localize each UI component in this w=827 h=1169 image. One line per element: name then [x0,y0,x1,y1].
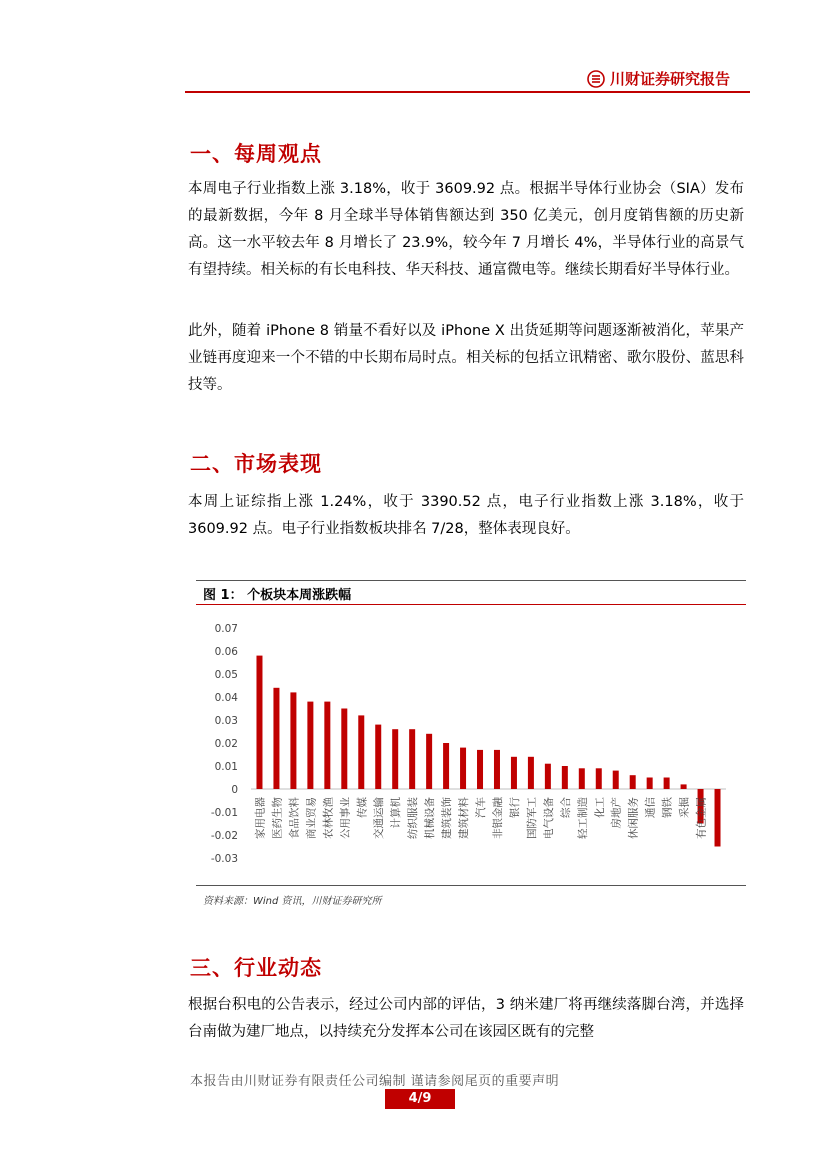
y-tick-label: 0.07 [214,623,238,635]
bar [392,729,398,789]
paragraph-market-performance: 本周上证综指上涨 1.24%，收于 3390.52 点，电子行业指数上涨 3.18%，收于 3609.92 点。电子行业指数板块排名 7/28，整体表现良好。 [188,494,744,537]
y-tick-label: 0.03 [214,715,238,727]
category-label: 采掘 [678,797,691,818]
category-label: 计算机 [390,797,403,829]
bar [562,766,568,789]
figure-title-rule [196,604,746,605]
category-label: 电气设备 [542,797,555,839]
bar [647,778,653,790]
category-label: 传媒 [356,797,369,818]
category-label: 休闲服务 [627,797,640,839]
bar [545,764,551,789]
category-label: 综合 [559,797,572,818]
bar [256,656,262,789]
bar [426,734,432,789]
category-label: 农林牧渔 [322,797,335,839]
bar [324,702,330,789]
footer-disclaimer: 本报告由川财证券有限责任公司编制 谨请参阅尾页的重要声明 [190,1074,560,1089]
figure-bottom-rule [196,885,746,886]
paragraph-weekly-view-2: 此外，随着 iPhone 8 销量不看好以及 iPhone X 出货延期等问题逐渐被消化，苹果产业链再度迎来一个不错的中长期布局时点。相关标的包括立讯精密、歌尔股份、蓝思科技等。 [188,323,744,393]
category-label: 建筑材料 [458,797,471,839]
bar [341,709,347,790]
bar [596,768,602,789]
bar [358,715,364,789]
y-tick-label: 0.05 [214,669,238,681]
category-label: 食品饮料 [288,797,301,839]
figure-title: 图 1： 个板块本周涨跌幅 [203,588,352,603]
bar [715,789,721,847]
page-number: 4/9 [385,1089,455,1109]
y-tick-label: 0.02 [214,738,238,750]
y-tick-label: 0.01 [214,761,238,773]
bar [630,775,636,789]
category-label: 有色金属 [695,797,708,839]
category-label: 建筑装饰 [441,797,454,839]
category-label: 公用事业 [339,797,352,839]
paragraph-weekly-view-1: 本周电子行业指数上涨 3.18%，收于 3609.92 点。根据半导体行业协会（SIA）发布的最新数据，今年 8 月全球半导体销售额达到 350 亿美元，创月度销售额的历史新高。这一水平较去年 8 月增长了 23.9%，较今年 7 月增长 4%，半导体行业的高景气有望持续。相关标的有长电科技、华天科技、通富微电等。继续长期看好半导体行业。 [188,181,744,278]
bar [613,771,619,789]
paragraph-industry-news: 根据台积电的公告表示，经过公司内部的评估，3 纳米建厂将再继续落脚台湾，并选择台南做为建厂地点，以持续充分发挥本公司在该园区既有的完整 [188,997,744,1040]
category-label: 商业贸易 [305,797,318,839]
bar [477,750,483,789]
company-logo-icon [587,70,605,88]
bar [443,743,449,789]
bar [494,750,500,789]
section-title-market-performance: 二、市场表现 [190,451,322,476]
section-title-weekly-view: 一、每周观点 [190,141,322,166]
category-label: 纺织服装 [407,797,420,839]
y-tick-label: -0.02 [210,830,238,842]
category-label: 钢铁 [661,797,674,818]
bar [460,748,466,789]
category-label: 轻工制造 [576,797,589,839]
category-label: 医药生物 [271,797,284,839]
bar [579,768,585,789]
bar [307,702,313,789]
report-brand-title: 川财证券研究报告 [610,70,731,88]
header-divider [185,91,750,93]
category-label: 国防军工 [525,797,538,839]
y-tick-label: -0.03 [210,853,238,865]
bar [664,778,670,790]
category-label: 银行 [508,797,521,818]
bar [290,692,296,789]
category-label: 汽车 [475,797,488,818]
bar [511,757,517,789]
bar [375,725,381,789]
bar [528,757,534,789]
section-title-industry-news: 三、行业动态 [190,955,322,980]
category-label: 家用电器 [254,797,267,839]
category-label: 交通运输 [373,797,386,839]
category-label: 通信 [644,797,657,818]
bar [681,784,687,789]
category-label: 房地产 [610,797,623,829]
y-tick-label: 0.06 [214,646,238,658]
y-tick-label: 0.04 [214,692,238,704]
y-tick-label: -0.01 [210,807,238,819]
sector-weekly-change-chart [196,608,746,883]
category-label: 非银金融 [491,797,504,839]
bar [409,729,415,789]
figure-top-rule [196,580,746,581]
y-tick-label: 0 [231,784,238,796]
figure-source: 资料来源：Wind 资讯，川财证券研究所 [203,896,382,907]
category-label: 化工 [593,797,606,818]
bar [273,688,279,789]
category-label: 机械设备 [424,797,437,839]
